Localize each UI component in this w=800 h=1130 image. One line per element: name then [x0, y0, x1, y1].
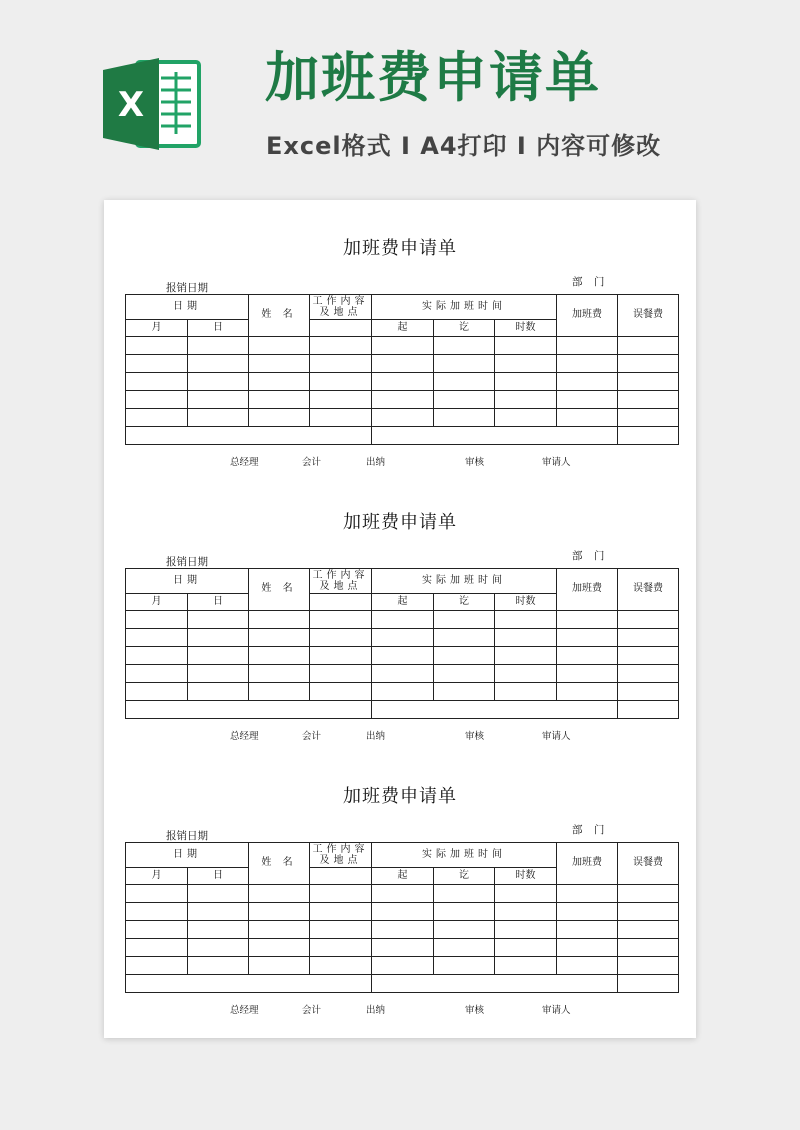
hours-header: 时数 [495, 868, 557, 885]
cashier-label: 出纳 [366, 1005, 386, 1016]
accountant-label: 会计 [302, 457, 322, 468]
start-header: 起 [372, 320, 434, 337]
applicant-label: 审请人 [542, 731, 571, 742]
table-row [126, 921, 679, 939]
table-row [126, 611, 679, 629]
table-row [126, 885, 679, 903]
department-label: 部 门 [572, 550, 609, 562]
form-title: 加班费申请单 [343, 512, 457, 533]
name-header: 姓 名 [249, 569, 310, 611]
actual-time-header: 实际加班时间 [372, 569, 557, 594]
excel-logo-icon [103, 58, 203, 150]
department-label: 部 门 [572, 276, 609, 288]
cashier-label: 出纳 [366, 457, 386, 468]
month-header: 月 [126, 320, 188, 337]
logo-letter: X [117, 85, 145, 125]
signature-footer [104, 1002, 696, 1016]
reviewer-label: 审核 [465, 731, 485, 742]
table-row [126, 337, 679, 355]
name-header: 姓 名 [249, 295, 310, 337]
table-row [126, 629, 679, 647]
table-row [126, 683, 679, 701]
reviewer-label: 审核 [465, 1005, 485, 1016]
general-manager-label: 总经理 [230, 1005, 259, 1016]
department-label: 部 门 [572, 824, 609, 836]
date-header: 日期 [126, 295, 249, 320]
table-row [126, 665, 679, 683]
report-date-label: 报销日期 [166, 556, 208, 568]
overtime-table [125, 568, 679, 719]
signature-footer [104, 728, 696, 742]
main-title: 加班费申请单 [265, 46, 601, 109]
work-content-cell [310, 594, 372, 611]
cashier-label: 出纳 [366, 731, 386, 742]
reviewer-label: 审核 [465, 457, 485, 468]
general-manager-label: 总经理 [230, 457, 259, 468]
report-date-label: 报销日期 [166, 282, 208, 294]
day-header: 日 [188, 868, 249, 885]
start-header: 起 [372, 594, 434, 611]
month-header: 月 [126, 868, 188, 885]
work-content-header: 工作内容 及地点 [310, 843, 372, 868]
actual-time-header: 实际加班时间 [372, 295, 557, 320]
applicant-label: 审请人 [542, 1005, 571, 1016]
signature-footer [104, 454, 696, 468]
table-row [126, 355, 679, 373]
date-header: 日期 [126, 843, 249, 868]
hours-header: 时数 [495, 320, 557, 337]
meal-fee-header: 误餐费 [618, 843, 679, 885]
date-header: 日期 [126, 569, 249, 594]
table-row [126, 391, 679, 409]
overtime-form [104, 200, 696, 468]
work-content-cell [310, 868, 372, 885]
total-row [126, 701, 679, 719]
start-header: 起 [372, 868, 434, 885]
meal-fee-header: 误餐费 [618, 569, 679, 611]
form-title: 加班费申请单 [343, 238, 457, 259]
applicant-label: 审请人 [542, 457, 571, 468]
end-header: 讫 [434, 320, 495, 337]
table-row [126, 957, 679, 975]
actual-time-header: 实际加班时间 [372, 843, 557, 868]
document-page [104, 200, 696, 1038]
work-content-header: 工作内容 及地点 [310, 569, 372, 594]
day-header: 日 [188, 320, 249, 337]
overtime-form [104, 748, 696, 1016]
general-manager-label: 总经理 [230, 731, 259, 742]
meal-fee-header: 误餐费 [618, 295, 679, 337]
table-row [126, 409, 679, 427]
total-row [126, 427, 679, 445]
form-title: 加班费申请单 [343, 786, 457, 807]
overtime-table [125, 842, 679, 993]
month-header: 月 [126, 594, 188, 611]
work-content-header: 工作内容 及地点 [310, 295, 372, 320]
name-header: 姓 名 [249, 843, 310, 885]
header [0, 0, 800, 190]
end-header: 讫 [434, 868, 495, 885]
overtime-table [125, 294, 679, 445]
subtitle: Excel格式 I A4打印 I 内容可修改 [266, 132, 662, 160]
accountant-label: 会计 [302, 1005, 322, 1016]
total-row [126, 975, 679, 993]
hours-header: 时数 [495, 594, 557, 611]
end-header: 讫 [434, 594, 495, 611]
overtime-pay-header: 加班费 [557, 295, 618, 337]
accountant-label: 会计 [302, 731, 322, 742]
table-row [126, 647, 679, 665]
overtime-form [104, 474, 696, 742]
table-row [126, 903, 679, 921]
day-header: 日 [188, 594, 249, 611]
work-content-cell [310, 320, 372, 337]
report-date-label: 报销日期 [166, 830, 208, 842]
overtime-pay-header: 加班费 [557, 569, 618, 611]
table-row [126, 939, 679, 957]
table-row [126, 373, 679, 391]
overtime-pay-header: 加班费 [557, 843, 618, 885]
